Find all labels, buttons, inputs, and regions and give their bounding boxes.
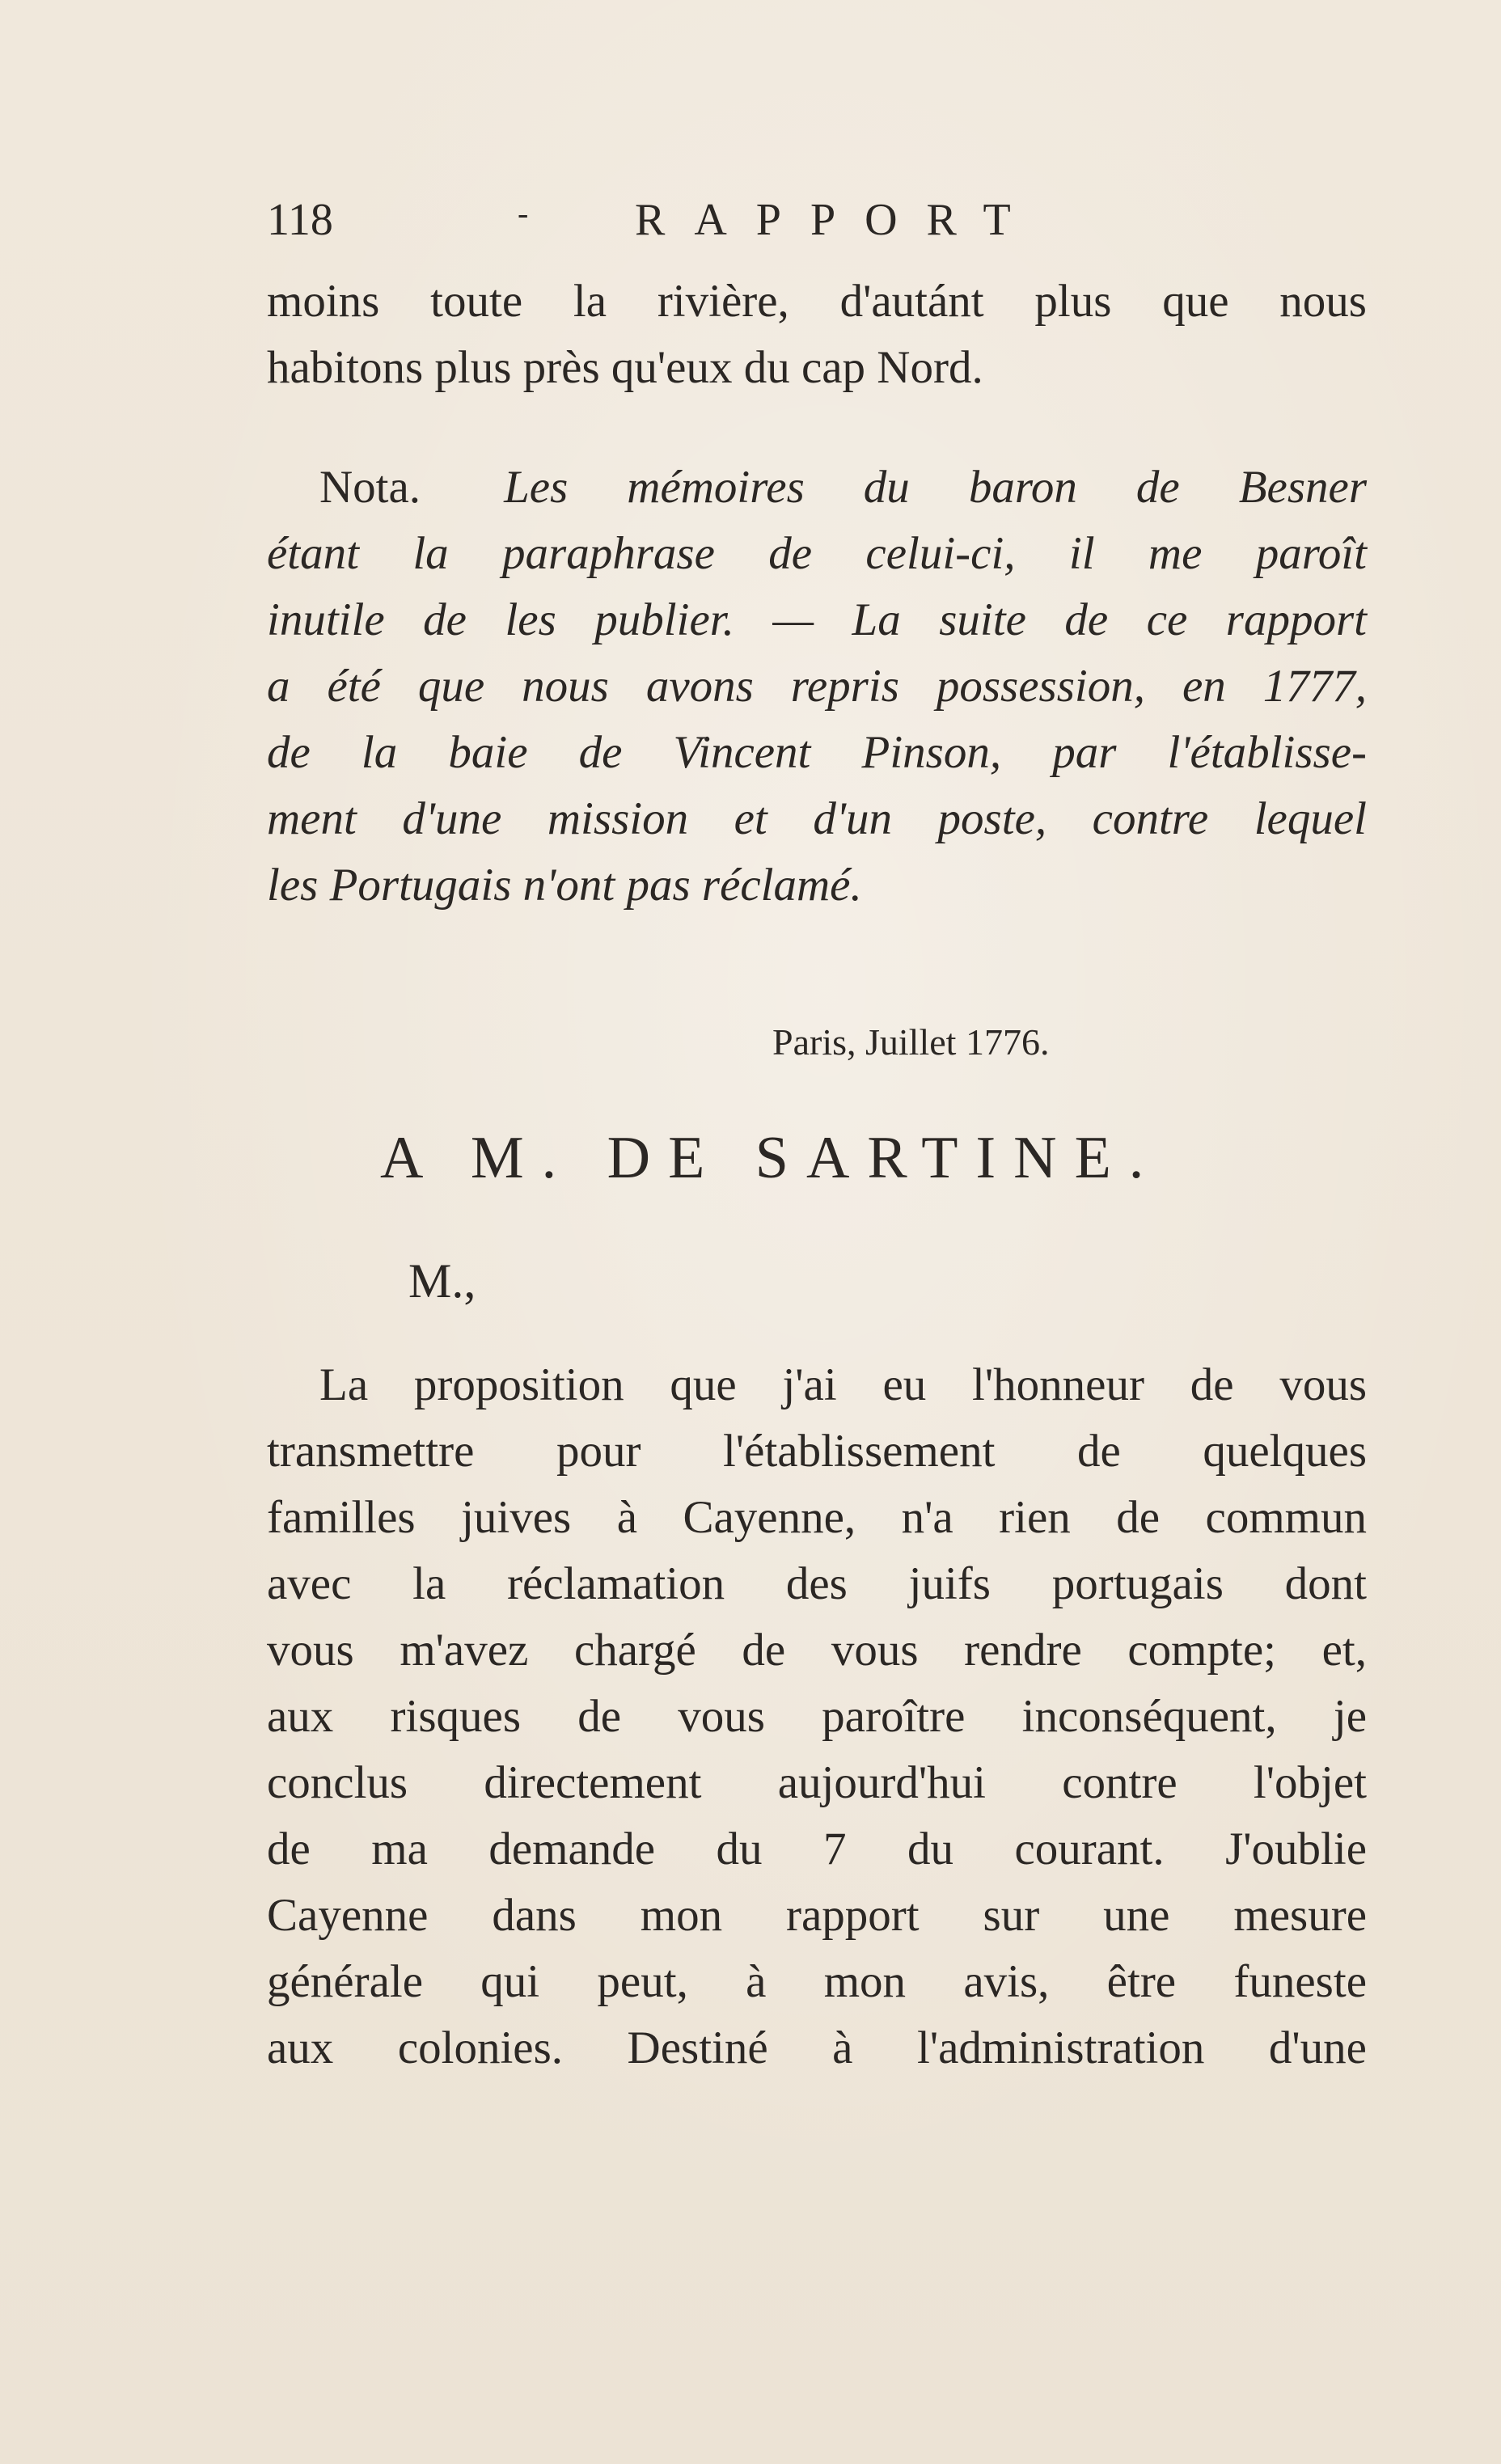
running-title: RAPPORT	[635, 195, 1040, 245]
text-line: habitons plus près qu'eux du cap Nord.	[267, 342, 983, 393]
nota-label: Nota.	[319, 462, 421, 513]
letter-line: familles juives à Cayenne, n'a rien de commun	[267, 1492, 1367, 1543]
letter-line: Cayenne dans mon rapport sur une mesure	[267, 1890, 1367, 1941]
salutation: M.,	[408, 1254, 476, 1308]
running-header	[267, 194, 1040, 259]
text-line: moins toute la rivière, d'autánt plus que nous	[267, 276, 1367, 327]
nota-first-line	[319, 461, 1367, 514]
letter-line: conclus directement aujourd'hui contre l'objet	[267, 1757, 1367, 1808]
letter-line: La proposition que j'ai eu l'honneur de vous	[319, 1359, 1367, 1410]
nota-line: a été que nous avons repris possession, en 1777,	[267, 661, 1367, 712]
address-heading: A M. DE SARTINE.	[380, 1125, 1162, 1191]
letter-line: aux colonies. Destiné à l'administration d'une	[267, 2022, 1367, 2073]
nota-line: de la baie de Vincent Pinson, par l'établisse-	[267, 727, 1367, 778]
letter-line: vous m'avez chargé de vous rendre compte; et,	[267, 1625, 1367, 1676]
header-separator: -	[518, 195, 529, 231]
letter-line: transmettre pour l'établissement de quelques	[267, 1426, 1367, 1477]
nota-line: étant la paraphrase de celui-ci, il me paroît	[267, 528, 1367, 579]
page-number: 118	[267, 195, 333, 245]
nota-line: ment d'une mission et d'un poste, contre lequel	[267, 793, 1367, 844]
letter-line: de ma demande du 7 du courant. J'oublie	[267, 1824, 1367, 1874]
nota-line: inutile de les publier. — La suite de ce rapport	[267, 594, 1367, 645]
letter-line: aux risques de vous paroître inconséquent, je	[267, 1691, 1367, 1742]
letter-line: générale qui peut, à mon avis, être funeste	[267, 1956, 1367, 2007]
nota-text: Les mémoires du baron de Besner	[504, 462, 1367, 513]
nota-line: les Portugais n'ont pas réclamé.	[267, 860, 862, 911]
dateline: Paris, Juillet 1776.	[772, 1021, 1050, 1063]
letter-line: avec la réclamation des juifs portugais dont	[267, 1558, 1367, 1609]
